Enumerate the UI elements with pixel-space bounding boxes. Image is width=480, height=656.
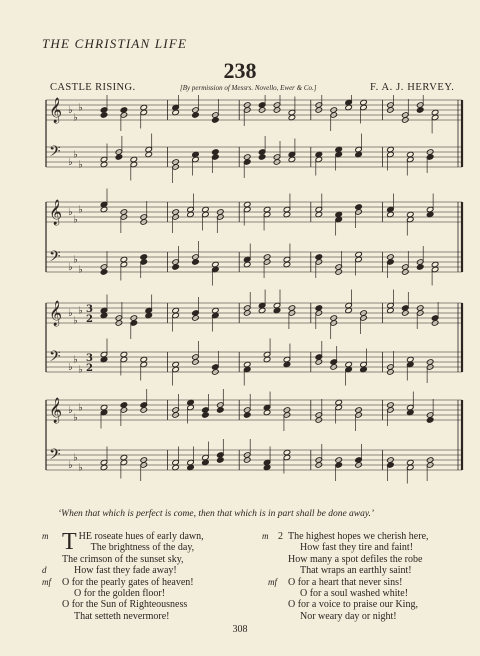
verse-text: The crimson of the sunset sky, [62,553,184,565]
verse-2 [262,531,468,622]
note-head [217,407,225,413]
permission-note: [By permission of Messrs. Novello, Ewer & Co.] [180,84,317,92]
treble-clef-icon: 𝄞 [49,301,63,326]
note-head [416,107,424,113]
flat-sign-icon: ♭ [73,254,78,266]
note-head [212,117,220,123]
verse-text: O for the pearly gates of heaven! [62,576,194,588]
verse-line [288,588,468,599]
note-head [426,417,434,423]
verse-text: O for the golden floor! [74,587,166,599]
note-head [130,320,138,326]
verse-line [288,554,468,565]
note-head [416,264,424,270]
verse-line [62,611,252,622]
flat-sign-icon: ♭ [68,362,73,373]
flat-sign-icon: ♭ [73,315,78,327]
section-title: THE CHRISTIAN LIFE [42,36,188,51]
verse-line [288,599,468,610]
verse-text: How fast they tire and faint! [300,542,414,554]
flat-sign-icon: ♭ [73,149,78,161]
note-head [100,112,108,118]
verse-line [62,542,252,553]
verse-number: 2 [278,531,283,542]
verse-line [288,542,468,553]
note-head [387,462,395,468]
flat-sign-icon: ♭ [78,305,83,317]
bass-clef-icon: 𝄢 [49,143,61,164]
flat-sign-icon: ♭ [78,462,83,474]
verse-text: That wraps an earthly saint! [300,565,412,577]
music-score [40,95,470,505]
time-signature-top: 3 [86,353,93,364]
flat-sign-icon: ♭ [68,207,73,218]
flat-sign-icon: ♭ [68,105,73,116]
note-head [192,112,200,118]
verse-line [288,611,468,622]
verse-text: That setteth nevermore! [74,610,170,622]
flat-sign-icon: ♭ [73,214,78,226]
dynamic-mark: d [42,565,47,576]
note-head [335,462,343,468]
flat-sign-icon: ♭ [73,112,78,124]
flat-sign-icon: ♭ [68,157,73,168]
treble-clef-icon: 𝄞 [49,98,63,123]
verse-line [62,554,252,565]
dynamic-mark: mf [268,576,277,587]
note-head [202,412,210,418]
note-head [258,154,266,160]
dynamic-mark: mf [42,576,51,587]
scripture-quote: ‘When that which is perfect is come, then that which is in part shall be done away.’ [58,509,375,519]
flat-sign-icon: ♭ [78,159,83,171]
flat-sign-icon: ♭ [78,102,83,114]
verse-text: How fast they fade away! [74,565,177,577]
flat-sign-icon: ♭ [78,364,83,376]
note-head [115,154,123,160]
treble-clef-icon: 𝄞 [49,398,63,423]
flat-sign-icon: ♭ [78,264,83,276]
verse-line [262,531,468,542]
note-head [243,412,251,418]
note-head [212,154,220,160]
flat-sign-icon: ♭ [68,308,73,319]
note-head [100,269,108,275]
verse-text: Nor weary day or night! [300,610,397,622]
flat-sign-icon: ♭ [78,402,83,414]
verse-text: O for the Sun of Righteousness [62,599,188,611]
verse-text: O for a voice to praise our King, [288,599,418,611]
hymn-number: 238 [223,58,257,83]
drop-cap: T [62,529,77,555]
note-head [243,159,251,165]
note-head [217,457,225,463]
flat-sign-icon: ♭ [73,412,78,424]
flat-sign-icon: ♭ [73,452,78,464]
dynamic-mark: m [42,531,49,541]
flat-sign-icon: ♭ [73,354,78,366]
page-number: 308 [232,624,248,635]
verse-text: How many a spot defiles the robe [288,553,423,565]
verse-line [288,565,468,576]
time-signature-bottom: 2 [86,314,93,325]
flat-sign-icon: ♭ [68,405,73,416]
bass-clef-icon: 𝄢 [49,348,61,369]
time-signature-top: 3 [86,304,93,315]
verse-text: O for a heart that never sins! [288,576,403,588]
time-signature-bottom: 2 [86,363,93,374]
verse-line [42,565,252,577]
composer-name: F. A. J. HERVEY. [370,82,455,93]
tune-name: CASTLE RISING. [50,82,136,93]
dynamic-mark: m [262,531,269,541]
verse-text: The brightness of the day, [90,542,195,554]
bass-clef-icon: 𝄢 [49,248,61,269]
verse-text: O for a soul washed white! [300,587,409,599]
verse-1 [42,529,252,622]
flat-sign-icon: ♭ [68,262,73,273]
note-head [140,259,148,265]
note-head [387,259,395,265]
note-head [172,264,180,270]
note-head [192,259,200,265]
verse-text: The highest hopes we cherish here, [288,531,429,542]
bass-clef-icon: 𝄢 [49,446,61,467]
verse-line [268,576,468,588]
verse-text: HE roseate hues of early dawn, [78,531,204,542]
note-head [426,154,434,160]
verse-line [42,576,252,588]
verse-line [62,588,252,599]
flat-sign-icon: ♭ [68,460,73,471]
flat-sign-icon: ♭ [78,204,83,216]
treble-clef-icon: 𝄞 [49,200,63,225]
verse-line [62,599,252,610]
